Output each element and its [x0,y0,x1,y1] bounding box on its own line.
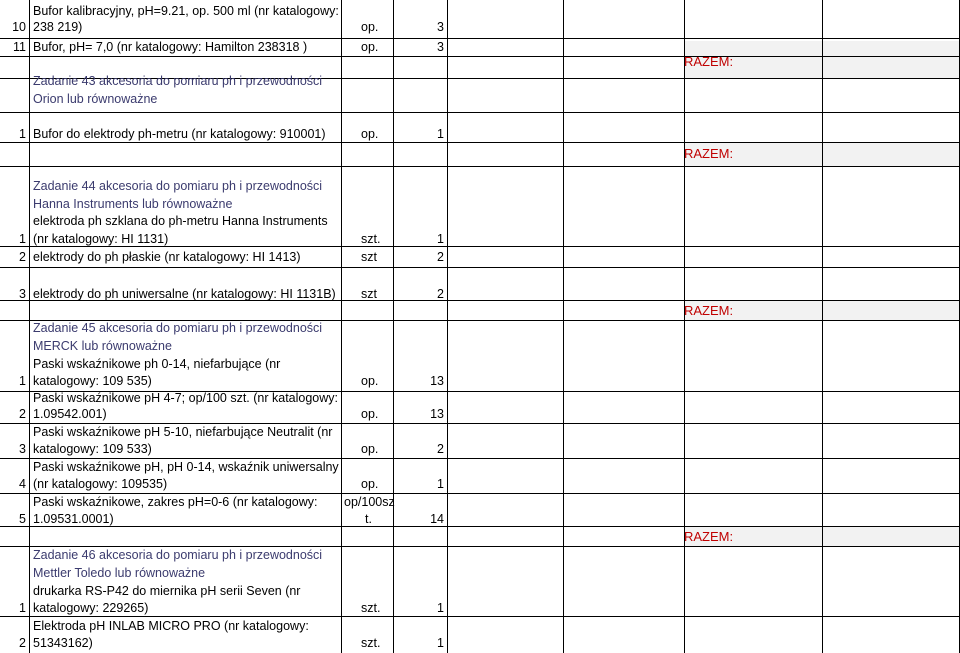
item-description: drukarka RS-P42 do miernika pH serii Seven (nr [33,584,301,598]
item-unit: szt. [361,636,381,650]
item-description: katalogowy: 229265) [33,601,149,615]
task-title: Zadanie 46 akcesoria do pomiaru ph i przewodności [33,548,323,562]
item-unit: op. [361,477,379,491]
row-number: 1 [19,374,26,388]
item-unit: op. [361,40,379,54]
item-unit: op. [361,127,379,141]
item-unit: op. [361,442,379,456]
item-description: Paski wskaźnikowe pH 5-10, niefarbujące Neutralit (nr [33,425,333,439]
item-quantity: 2 [437,287,444,301]
row-number: 2 [19,250,26,264]
item-unit: t. [365,512,372,526]
item-quantity: 1 [437,601,444,615]
item-quantity: 1 [437,477,444,491]
item-quantity: 3 [437,40,444,54]
task-vendor: Hanna Instruments lub równoważne [33,197,233,211]
razem-label: RAZEM: [684,529,734,544]
task-title: Zadanie 44 akcesoria do pomiaru ph i przewodności [33,179,323,193]
row-number: 11 [13,40,26,54]
item-description: Bufor kalibracyjny, pH=9.21, op. 500 ml (nr katalogowy: [33,4,339,18]
task-title: Zadanie 45 akcesoria do pomiaru ph i przewodności [33,321,323,335]
item-unit: szt [361,250,377,264]
item-description: Paski wskaźnikowe pH, pH 0-14, wskaźnik uniwersalny [33,460,339,474]
item-unit: szt. [361,601,381,615]
row-number: 10 [12,20,26,34]
item-unit: szt. [361,232,381,246]
item-description: elektrody do ph uniwersalne (nr katalogowy: HI 1131B) [33,287,336,301]
razem-label: RAZEM: [684,303,734,318]
item-description: Paski wskaźnikowe pH 4-7; op/100 szt. (nr katalogowy: [33,391,338,405]
item-description: 1.09531.0001) [33,512,114,526]
item-unit: op/100sz [344,495,395,509]
razem-label: RAZEM: [684,54,734,69]
item-quantity: 2 [437,250,444,264]
item-unit: op. [361,20,379,34]
item-description: Bufor, pH= 7,0 (nr katalogowy: Hamilton 238318 ) [33,40,308,54]
row-number: 1 [19,127,26,141]
row-number: 1 [19,601,26,615]
item-unit: op. [361,407,379,421]
row-number: 2 [19,407,26,421]
item-description: Elektroda pH INLAB MICRO PRO (nr katalogowy: [33,619,309,633]
item-quantity: 13 [430,374,444,388]
item-quantity: 14 [430,512,444,526]
row-number: 2 [19,636,26,650]
row-number: 1 [19,232,26,246]
item-description: Paski wskaźnikowe ph 0-14, niefarbujące (nr [33,357,281,371]
item-unit: szt [361,287,377,301]
razem-label: RAZEM: [684,146,734,161]
task-title: Zadanie 43 akcesoria do pomiaru ph i przewodności [33,74,323,88]
item-quantity: 1 [437,127,444,141]
task-vendor: MERCK lub równoważne [33,339,172,353]
task-vendor: Mettler Toledo lub równoważne [33,566,206,580]
item-description: elektroda ph szklana do ph-metru Hanna Instruments [33,214,328,228]
item-description: Paski wskaźnikowe, zakres pH=0-6 (nr katalogowy: [33,495,318,509]
item-quantity: 1 [437,232,444,246]
item-description: (nr katalogowy: HI 1131) [33,232,169,246]
task-vendor: Orion lub równoważne [33,92,158,106]
item-description: (nr katalogowy: 109535) [33,477,168,491]
item-description: Bufor do elektrody ph-metru (nr katalogowy: 910001) [33,127,326,141]
item-unit: op. [361,374,379,388]
item-description: 51343162) [33,636,93,650]
item-quantity: 1 [437,636,444,650]
item-description: katalogowy: 109 535) [33,374,152,388]
item-description: katalogowy: 109 533) [33,442,152,456]
item-description: 238 219) [33,20,83,34]
item-description: 1.09542.001) [33,407,107,421]
item-quantity: 3 [437,20,444,34]
row-number: 3 [19,442,26,456]
row-number: 4 [19,477,26,491]
item-quantity: 13 [430,407,444,421]
item-quantity: 2 [437,442,444,456]
row-number: 3 [19,287,26,301]
row-number: 5 [19,512,26,526]
item-description: elektrody do ph płaskie (nr katalogowy: HI 1413) [33,250,301,264]
